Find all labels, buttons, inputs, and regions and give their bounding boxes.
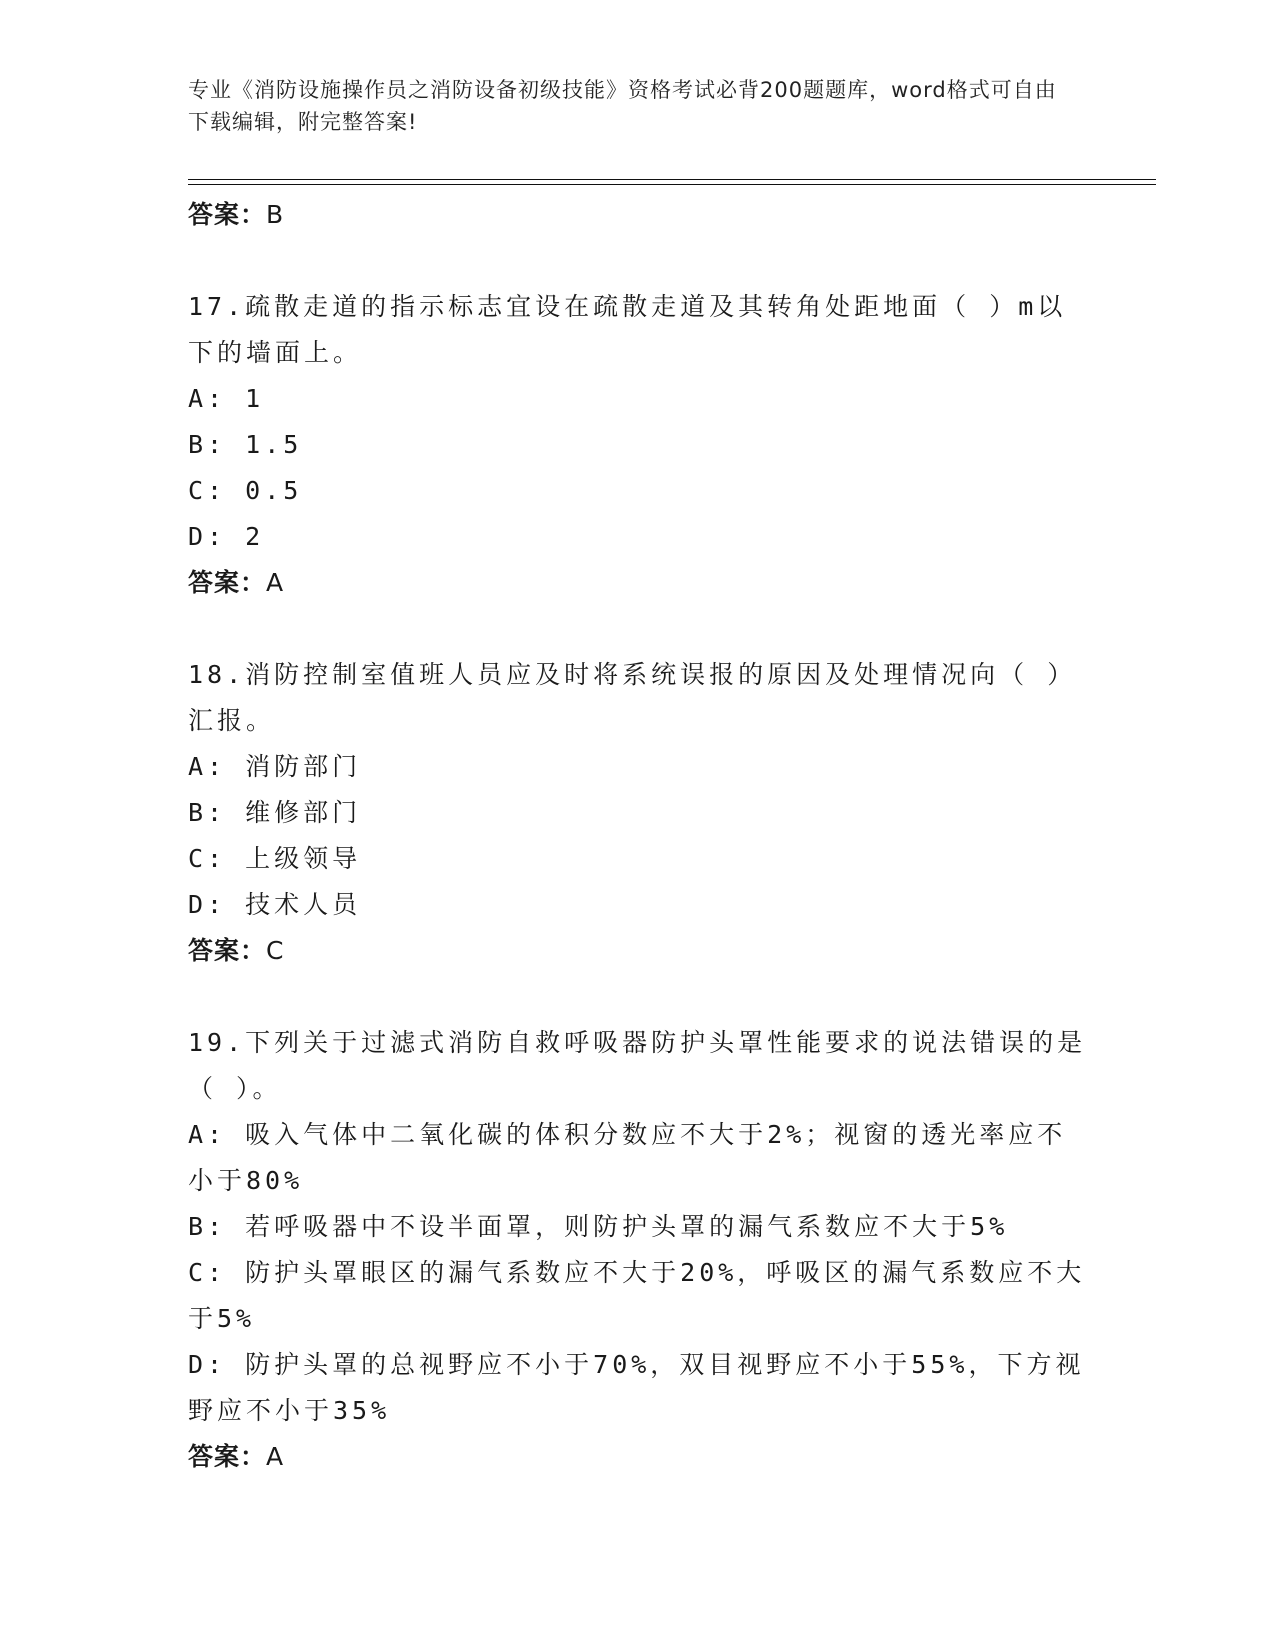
answer-label: 答案：	[188, 1442, 267, 1471]
answer-value: A	[266, 568, 285, 597]
option-a: A: 消防部门	[188, 752, 362, 781]
option-c: C: 防护头罩眼区的漏气系数应不大于20%，呼吸区的漏气系数应不大于5%	[188, 1258, 1086, 1333]
spacer	[188, 974, 1088, 1020]
option-a: A: 1	[188, 384, 265, 413]
option-b: B: 维修部门	[188, 798, 362, 827]
header-rule-top	[188, 179, 1156, 180]
option-d: D: 防护头罩的总视野应不小于70%，双目视野应不小于55%，下方视野应不小于35%	[188, 1350, 1085, 1425]
page-header: 专业《消防设施操作员之消防设备初级技能》资格考试必背200题题库，word格式可自由下载编辑，附完整答案!	[188, 78, 1057, 134]
answer-line	[188, 560, 1088, 606]
answer-value: B	[266, 200, 285, 229]
answer-value: C	[266, 936, 285, 965]
answer-line	[188, 1434, 1088, 1480]
spacer	[188, 238, 1088, 284]
answer-value: A	[266, 1442, 285, 1471]
option-b: B: 若呼吸器中不设半面罩，则防护头罩的漏气系数应不大于5%	[188, 1212, 1009, 1241]
question-list	[188, 192, 1088, 1480]
option-c: C: 上级领导	[188, 844, 362, 873]
answer-line	[188, 928, 1088, 974]
spacer	[188, 606, 1088, 652]
question-text: 17.疏散走道的指示标志宜设在疏散走道及其转角处距地面（ ）m以下的墙面上。	[188, 292, 1067, 367]
answer-label: 答案：	[188, 200, 267, 229]
option-d: D: 技术人员	[188, 890, 362, 919]
question-text: 19.下列关于过滤式消防自救呼吸器防护头罩性能要求的说法错误的是（ ）。	[188, 1028, 1087, 1103]
question-19	[188, 1020, 1088, 1480]
answer-label: 答案：	[188, 568, 267, 597]
option-a: A: 吸入气体中二氧化碳的体积分数应不大于2%；视窗的透光率应不小于80%	[188, 1120, 1067, 1195]
option-d: D: 2	[188, 522, 265, 551]
question-18	[188, 652, 1088, 974]
header-rule-bottom	[188, 184, 1156, 185]
answer-label: 答案：	[188, 936, 267, 965]
option-b: B: 1.5	[188, 430, 303, 459]
answer-line	[188, 192, 1088, 238]
question-text: 18.消防控制室值班人员应及时将系统误报的原因及处理情况向（ ）汇报。	[188, 660, 1077, 735]
question-17	[188, 284, 1088, 606]
option-c: C: 0.5	[188, 476, 303, 505]
